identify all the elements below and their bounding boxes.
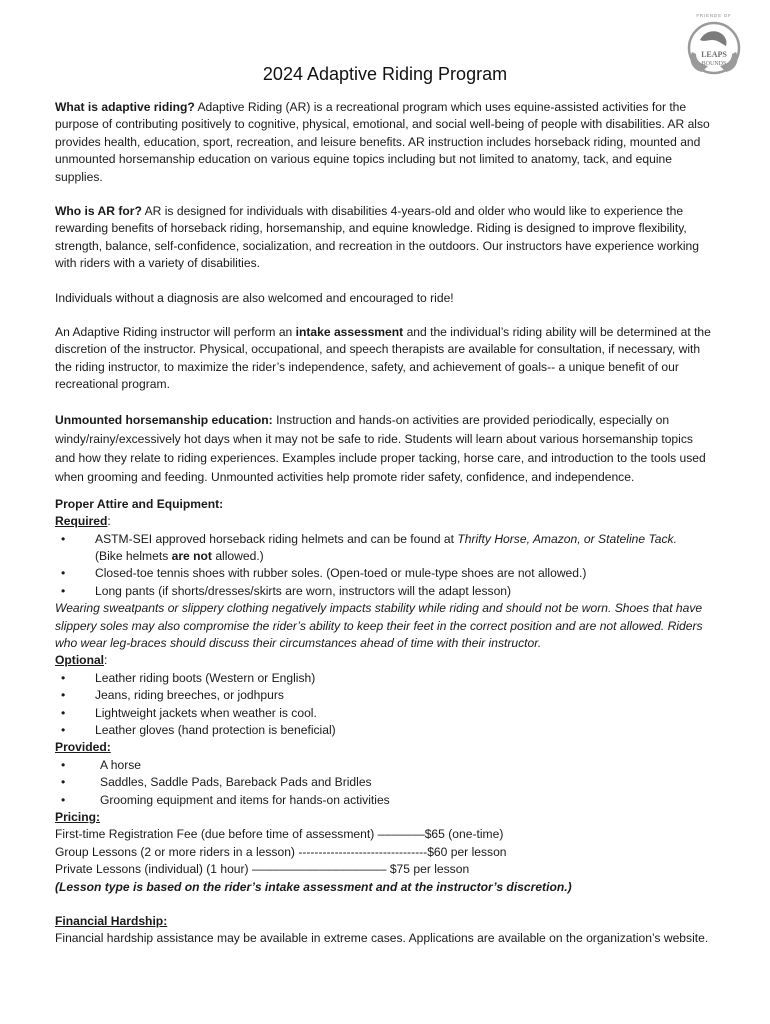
who-label: Who is AR for? bbox=[55, 204, 142, 219]
bullet-icon: • bbox=[61, 792, 66, 807]
pricing-note: (Lesson type is based on the rider’s intake assessment and at the instructor’s discretion.) bbox=[55, 879, 572, 894]
pants-text: Long pants (if shorts/dresses/skirts are worn, instructors will the adapt lesson) bbox=[95, 583, 512, 598]
optional-heading bbox=[55, 652, 715, 669]
provided-item: Grooming equipment and items for hands-on activities bbox=[100, 792, 390, 807]
hardship-heading: Financial Hardship: bbox=[55, 914, 168, 929]
list-item bbox=[55, 531, 715, 566]
intake-assessment-term: intake assessment bbox=[295, 325, 404, 340]
price-line: Group Lessons (2 or more riders in a lesson) --------------------------------$60 per lesson bbox=[55, 844, 507, 859]
bullet-icon: • bbox=[61, 670, 66, 685]
logo-name-line1: LEAPS bbox=[701, 50, 727, 59]
bullet-icon: • bbox=[61, 566, 66, 581]
list-item bbox=[55, 565, 715, 582]
unmounted-paragraph bbox=[55, 411, 715, 487]
optional-colon: : bbox=[104, 653, 108, 668]
optional-label: Optional bbox=[55, 653, 105, 668]
provided-item: Saddles, Saddle Pads, Bareback Pads and Bridles bbox=[100, 775, 372, 790]
optional-list bbox=[55, 670, 715, 740]
helmet-note-after: allowed.) bbox=[211, 548, 264, 563]
optional-item: Leather riding boots (Western or English) bbox=[95, 670, 316, 685]
who-paragraph bbox=[55, 203, 715, 273]
bullet-icon: • bbox=[61, 688, 66, 703]
logo-horse-shape bbox=[700, 31, 727, 46]
unmounted-label: Unmounted horsemanship education: bbox=[55, 412, 273, 427]
pricing-heading: Pricing: bbox=[55, 810, 101, 824]
bullet-icon: • bbox=[61, 775, 66, 790]
document-body bbox=[55, 99, 715, 948]
bullet-icon: • bbox=[61, 583, 66, 598]
bullet-icon: • bbox=[61, 722, 66, 737]
provided-item: A horse bbox=[100, 757, 142, 772]
no-diagnosis-paragraph: Individuals without a diagnosis are also welcomed and encouraged to ride! bbox=[55, 290, 454, 305]
list-item bbox=[55, 757, 715, 774]
list-item bbox=[55, 774, 715, 791]
provided-heading: Provided: bbox=[55, 740, 111, 755]
list-item bbox=[55, 705, 715, 722]
required-list bbox=[55, 531, 715, 601]
helmet-text: ASTM-SEI approved horseback riding helmets and can be found at bbox=[95, 531, 458, 546]
required-label: Required bbox=[55, 514, 108, 529]
price-line: First-time Registration Fee (due before time of assessment) –––––––$65 (one-time) bbox=[55, 827, 504, 842]
optional-item: Leather gloves (hand protection is beneficial) bbox=[95, 722, 336, 737]
logo-top-text: FRIENDS OF bbox=[696, 13, 732, 18]
price-line: Private Lessons (individual) (1 hour) –––––––––––––––––––– $75 per lesson bbox=[55, 862, 470, 877]
helmet-note-before: (Bike helmets bbox=[95, 548, 172, 563]
attire-warning: Wearing sweatpants or slippery clothing negatively impacts stability while riding and should not be worn. Shoes that have slippery soles may also compromise the rider’s ability to keep their feet in the correct position and are not allowed. Riders who wear leg-braces should discuss their circumstances ahead of time with their instructor. bbox=[55, 601, 703, 650]
list-item bbox=[55, 687, 715, 704]
shoes-text: Closed-toe tennis shoes with rubber soles. (Open-toed or mule-type shoes are not allowed.) bbox=[95, 566, 587, 581]
what-paragraph bbox=[55, 99, 715, 186]
list-item bbox=[55, 792, 715, 809]
required-heading bbox=[55, 513, 715, 530]
list-item bbox=[55, 670, 715, 687]
bullet-icon: • bbox=[61, 531, 66, 546]
attire-heading: Proper Attire and Equipment: bbox=[55, 496, 224, 511]
logo-name-line2: BOUNDS bbox=[701, 61, 727, 67]
provided-list bbox=[55, 757, 715, 809]
list-item bbox=[55, 583, 715, 600]
optional-item: Lightweight jackets when weather is cool. bbox=[95, 705, 317, 720]
bullet-icon: • bbox=[61, 705, 66, 720]
who-text: AR is designed for individuals with disabilities 4-years-old and older who would like to experience the rewarding benefits of horseback riding, horsemanship, and equine knowledge. Riding is designed to improve flexibility, strength, balance, self-confidence, socialization, and recreation in the outdoors. Our instructors have experience working with riders with a variety of disabilities. bbox=[55, 204, 700, 271]
unmounted-text: Instruction and hands-on activities are provided periodically, especially on windy/rainy/excessively hot days when it may not be safe to ride. Students will learn about various horsemanship topics and how they relate to riding experiences. Examples include proper tacking, horse care, and introduction to the tools used when grooming and feeding. Unmounted activities help promote rider safety, confidence, and independence. bbox=[55, 412, 706, 484]
leaps-bounds-logo bbox=[678, 10, 750, 82]
what-label: What is adaptive riding? bbox=[55, 100, 195, 114]
helmet-stores: Thrifty Horse, Amazon, or Stateline Tack. bbox=[457, 531, 677, 546]
intake-paragraph bbox=[55, 324, 715, 394]
intake-text-after: and the individual’s riding ability will be determined at the discretion of the instructor. Physical, occupational, and speech therapists are available for consultation, if necessary, with the riding instructor, to maximize the rider’s independence, safety, and achievement of goals-- a unique benefit of our recreational program. bbox=[55, 325, 711, 392]
helmet-note-bold: are not bbox=[171, 548, 212, 563]
hardship-text: Financial hardship assistance may be available in extreme cases. Applications are available on the organization’s website. bbox=[55, 931, 709, 946]
intake-text-before: An Adaptive Riding instructor will perform an bbox=[55, 325, 296, 340]
list-item bbox=[55, 722, 715, 739]
optional-item: Jeans, riding breeches, or jodhpurs bbox=[95, 688, 284, 703]
required-colon: : bbox=[107, 514, 111, 529]
bullet-icon: • bbox=[61, 757, 66, 772]
page-title: 2024 Adaptive Riding Program bbox=[262, 64, 508, 84]
what-text: Adaptive Riding (AR) is a recreational program which uses equine-assisted activities for the purpose of contributing positively to cognitive, physical, emotional, and social well-being of people with disabilities. AR also provides health, education, sport, recreation, and leisure benefits. AR instruction includes horseback riding, mounted and unmounted horsemanship education on various equine topics including but not limited to anatomy, tack, and equine supplies. bbox=[55, 100, 710, 184]
